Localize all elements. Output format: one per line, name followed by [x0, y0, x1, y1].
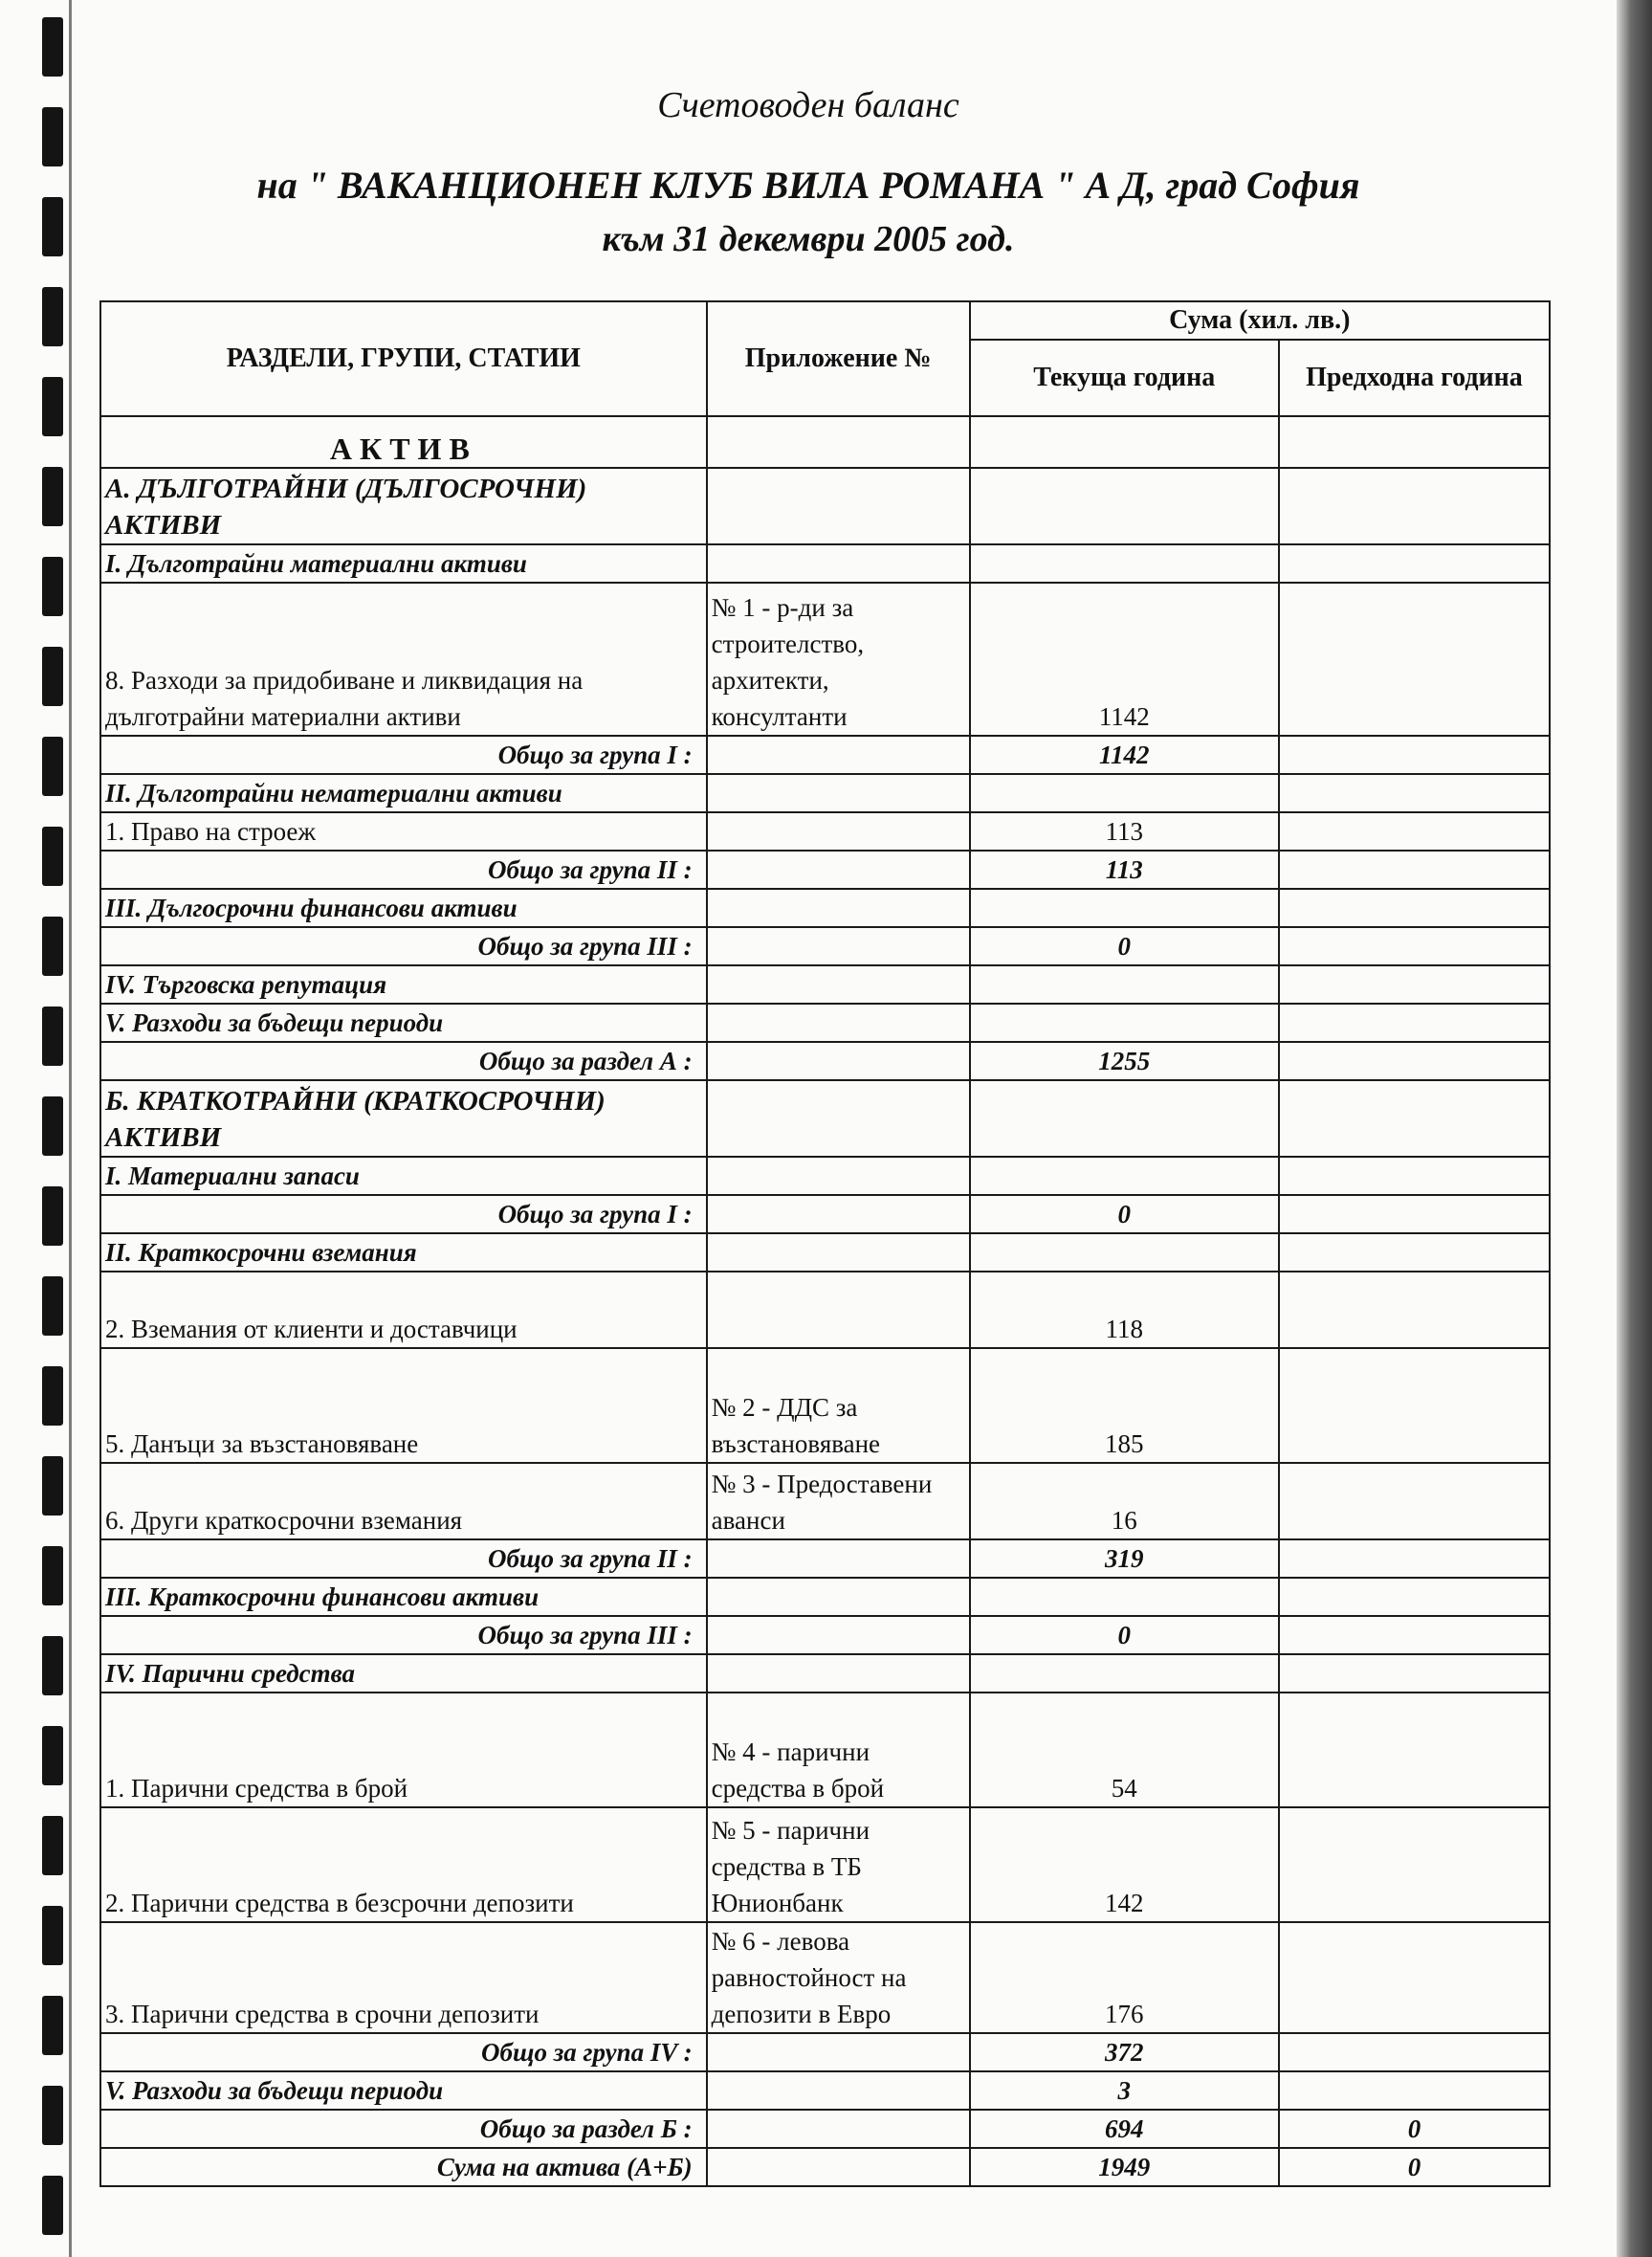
row-label: IV. Търговска репутация — [100, 965, 707, 1004]
row-previous-year — [1279, 1157, 1550, 1195]
table-row — [100, 774, 1550, 812]
table-row — [100, 1195, 1550, 1233]
row-appendix — [707, 965, 970, 1004]
row-current-year — [970, 416, 1279, 468]
row-appendix — [707, 851, 970, 889]
binding-hole — [42, 2176, 63, 2235]
row-label: Общо за група II : — [100, 1539, 707, 1578]
row-appendix — [707, 1272, 970, 1348]
table-row — [100, 1080, 1550, 1157]
table-row — [100, 851, 1550, 889]
row-current-year: 1255 — [970, 1042, 1279, 1080]
row-previous-year — [1279, 1080, 1550, 1157]
table-row — [100, 736, 1550, 774]
row-appendix — [707, 468, 970, 544]
table-row — [100, 1922, 1550, 2033]
table-row — [100, 2071, 1550, 2110]
table-row — [100, 1042, 1550, 1080]
row-previous-year — [1279, 1042, 1550, 1080]
row-label: 2. Парични средства в безсрочни депозити — [100, 1807, 707, 1922]
row-label: II. Краткосрочни вземания — [100, 1233, 707, 1272]
row-previous-year — [1279, 2033, 1550, 2071]
row-previous-year — [1279, 2071, 1550, 2110]
row-appendix — [707, 2033, 970, 2071]
row-current-year: 142 — [970, 1807, 1279, 1922]
row-current-year — [970, 544, 1279, 583]
table-row — [100, 2033, 1550, 2071]
row-current-year: 16 — [970, 1463, 1279, 1539]
row-label: Общо за раздел Б : — [100, 2110, 707, 2148]
table-row — [100, 1578, 1550, 1616]
row-appendix — [707, 2071, 970, 2110]
binding-hole — [42, 1096, 63, 1156]
binding-hole — [42, 917, 63, 976]
row-label: Общо за група I : — [100, 736, 707, 774]
table-row — [100, 812, 1550, 851]
table-row — [100, 889, 1550, 927]
column-header-amount: Сума (хил. лв.) — [970, 301, 1550, 340]
binding-hole — [42, 377, 63, 436]
row-current-year — [970, 468, 1279, 544]
column-header-appendix: Приложение № — [707, 301, 970, 416]
table-row — [100, 1157, 1550, 1195]
table-row — [100, 2148, 1550, 2186]
table-row — [100, 1616, 1550, 1654]
row-label: II. Дълготрайни нематериални активи — [100, 774, 707, 812]
row-current-year — [970, 1578, 1279, 1616]
row-appendix: № 6 - левова равностойност на депозити в Евро — [707, 1922, 970, 2033]
row-label: Общо за група II : — [100, 851, 707, 889]
row-current-year — [970, 1004, 1279, 1042]
row-current-year: 185 — [970, 1348, 1279, 1463]
row-previous-year — [1279, 1693, 1550, 1807]
binding-hole — [42, 17, 63, 77]
table-header — [100, 301, 1550, 416]
row-appendix — [707, 774, 970, 812]
row-current-year: 1142 — [970, 583, 1279, 736]
row-current-year: 0 — [970, 1616, 1279, 1654]
table-row — [100, 965, 1550, 1004]
binding-hole — [42, 1726, 63, 1785]
date-line: към 31 декември 2005 год. — [602, 219, 1015, 259]
row-appendix — [707, 1539, 970, 1578]
table-row — [100, 2110, 1550, 2148]
company-line: на " ВАКАНЦИОНЕН КЛУБ ВИЛА РОМАНА " А Д, град София — [256, 164, 1360, 207]
row-appendix — [707, 1004, 970, 1042]
row-current-year — [970, 1157, 1279, 1195]
row-previous-year — [1279, 1195, 1550, 1233]
table-row — [100, 1004, 1550, 1042]
row-appendix — [707, 1042, 970, 1080]
row-appendix — [707, 2110, 970, 2148]
binding-hole — [42, 1906, 63, 1965]
table-row — [100, 1233, 1550, 1272]
binding-hole — [42, 287, 63, 346]
row-previous-year — [1279, 1463, 1550, 1539]
row-label: I. Материални запаси — [100, 1157, 707, 1195]
column-header-name: РАЗДЕЛИ, ГРУПИ, СТАТИИ — [100, 301, 707, 416]
row-label: Общо за раздел А : — [100, 1042, 707, 1080]
row-previous-year — [1279, 965, 1550, 1004]
binding-hole — [42, 647, 63, 706]
row-current-year: 113 — [970, 812, 1279, 851]
binding-hole — [42, 1276, 63, 1336]
row-appendix — [707, 544, 970, 583]
row-previous-year — [1279, 1807, 1550, 1922]
row-previous-year — [1279, 1233, 1550, 1272]
row-label: V. Разходи за бъдещи периоди — [100, 2071, 707, 2110]
balance-table — [99, 300, 1551, 2187]
row-previous-year — [1279, 927, 1550, 965]
table-row — [100, 927, 1550, 965]
page-edge — [1617, 0, 1652, 2257]
row-previous-year — [1279, 1578, 1550, 1616]
binding-hole — [42, 827, 63, 886]
row-appendix: № 3 - Предоставени аванси — [707, 1463, 970, 1539]
row-label: Сума на актива (А+Б) — [100, 2148, 707, 2186]
row-label: Общо за група III : — [100, 1616, 707, 1654]
row-current-year — [970, 1233, 1279, 1272]
row-previous-year — [1279, 851, 1550, 889]
column-header-current: Текуща година — [970, 340, 1279, 416]
table-row — [100, 583, 1550, 736]
binding-rail — [69, 0, 72, 2257]
row-previous-year: 0 — [1279, 2110, 1550, 2148]
row-current-year: 1949 — [970, 2148, 1279, 2186]
row-appendix: № 2 - ДДС за възстановяване — [707, 1348, 970, 1463]
row-appendix — [707, 927, 970, 965]
row-previous-year: 0 — [1279, 2148, 1550, 2186]
row-previous-year — [1279, 416, 1550, 468]
row-current-year: 1142 — [970, 736, 1279, 774]
row-previous-year — [1279, 544, 1550, 583]
row-current-year: 113 — [970, 851, 1279, 889]
row-current-year: 3 — [970, 2071, 1279, 2110]
row-label: III. Краткосрочни финансови активи — [100, 1578, 707, 1616]
row-label: 6. Други краткосрочни вземания — [100, 1463, 707, 1539]
row-label: 8. Разходи за придобиване и ликвидация на дълготрайни материални активи — [100, 583, 707, 736]
row-appendix — [707, 1616, 970, 1654]
table-row — [100, 1693, 1550, 1807]
table-row — [100, 1463, 1550, 1539]
table-row — [100, 1348, 1550, 1463]
row-label: IV. Парични средства — [100, 1654, 707, 1693]
row-appendix — [707, 812, 970, 851]
column-header-previous: Предходна година — [1279, 340, 1550, 416]
row-current-year: 176 — [970, 1922, 1279, 2033]
table-row — [100, 1807, 1550, 1922]
row-previous-year — [1279, 889, 1550, 927]
row-current-year: 118 — [970, 1272, 1279, 1348]
row-current-year — [970, 889, 1279, 927]
row-appendix — [707, 1233, 970, 1272]
row-previous-year — [1279, 812, 1550, 851]
row-previous-year — [1279, 1616, 1550, 1654]
row-current-year: 372 — [970, 2033, 1279, 2071]
binding-hole — [42, 737, 63, 796]
row-current-year — [970, 965, 1279, 1004]
row-current-year — [970, 1080, 1279, 1157]
row-label: 2. Вземания от клиенти и доставчици — [100, 1272, 707, 1348]
row-label: Общо за група IV : — [100, 2033, 707, 2071]
row-appendix — [707, 736, 970, 774]
row-appendix: № 4 - парични средства в брой — [707, 1693, 970, 1807]
row-label: V. Разходи за бъдещи периоди — [100, 1004, 707, 1042]
row-label: I. Дълготрайни материални активи — [100, 544, 707, 583]
row-appendix — [707, 889, 970, 927]
binding-hole — [42, 1996, 63, 2055]
binding-hole — [42, 467, 63, 526]
row-label: III. Дългосрочни финансови активи — [100, 889, 707, 927]
row-label: Общо за група I : — [100, 1195, 707, 1233]
table-row — [100, 1654, 1550, 1693]
table-row — [100, 416, 1550, 468]
row-current-year: 319 — [970, 1539, 1279, 1578]
binding-hole — [42, 2086, 63, 2145]
table-row — [100, 1539, 1550, 1578]
row-label: 3. Парични средства в срочни депозити — [100, 1922, 707, 2033]
binding-hole — [42, 1007, 63, 1066]
row-previous-year — [1279, 1272, 1550, 1348]
row-appendix — [707, 416, 970, 468]
document-title: Счетоводен баланс — [657, 85, 959, 125]
row-appendix — [707, 1157, 970, 1195]
spiral-binding — [42, 0, 80, 2257]
row-appendix — [707, 1195, 970, 1233]
binding-hole — [42, 557, 63, 616]
row-previous-year — [1279, 1654, 1550, 1693]
row-appendix — [707, 1080, 970, 1157]
row-appendix — [707, 1654, 970, 1693]
row-current-year: 54 — [970, 1693, 1279, 1807]
row-previous-year — [1279, 1922, 1550, 2033]
row-appendix: № 5 - парични средства в ТБ Юнионбанк — [707, 1807, 970, 1922]
row-appendix — [707, 1578, 970, 1616]
row-current-year: 0 — [970, 927, 1279, 965]
row-label: 1. Право на строеж — [100, 812, 707, 851]
row-previous-year — [1279, 736, 1550, 774]
row-previous-year — [1279, 468, 1550, 544]
row-label: Б. КРАТКОТРАЙНИ (КРАТКОСРОЧНИ) АКТИВИ — [100, 1080, 707, 1157]
row-appendix — [707, 2148, 970, 2186]
row-previous-year — [1279, 1348, 1550, 1463]
row-current-year: 0 — [970, 1195, 1279, 1233]
table-body — [100, 416, 1550, 2186]
row-label: АКТИВ — [100, 416, 707, 468]
row-current-year — [970, 774, 1279, 812]
row-label: Общо за група III : — [100, 927, 707, 965]
binding-hole — [42, 1636, 63, 1695]
table-row — [100, 468, 1550, 544]
row-previous-year — [1279, 774, 1550, 812]
table-row — [100, 544, 1550, 583]
row-previous-year — [1279, 1004, 1550, 1042]
binding-hole — [42, 1456, 63, 1516]
row-label: А. ДЪЛГОТРАЙНИ (ДЪЛГОСРОЧНИ) АКТИВИ — [100, 468, 707, 544]
binding-hole — [42, 1816, 63, 1875]
row-appendix: № 1 - р-ди за строителство, архитекти, консултанти — [707, 583, 970, 736]
table-row — [100, 1272, 1550, 1348]
row-current-year — [970, 1654, 1279, 1693]
binding-hole — [42, 1186, 63, 1246]
row-label: 1. Парични средства в брой — [100, 1693, 707, 1807]
row-label: 5. Данъци за възстановяване — [100, 1348, 707, 1463]
row-current-year: 694 — [970, 2110, 1279, 2148]
binding-hole — [42, 1366, 63, 1426]
binding-hole — [42, 1546, 63, 1605]
row-previous-year — [1279, 583, 1550, 736]
row-previous-year — [1279, 1539, 1550, 1578]
